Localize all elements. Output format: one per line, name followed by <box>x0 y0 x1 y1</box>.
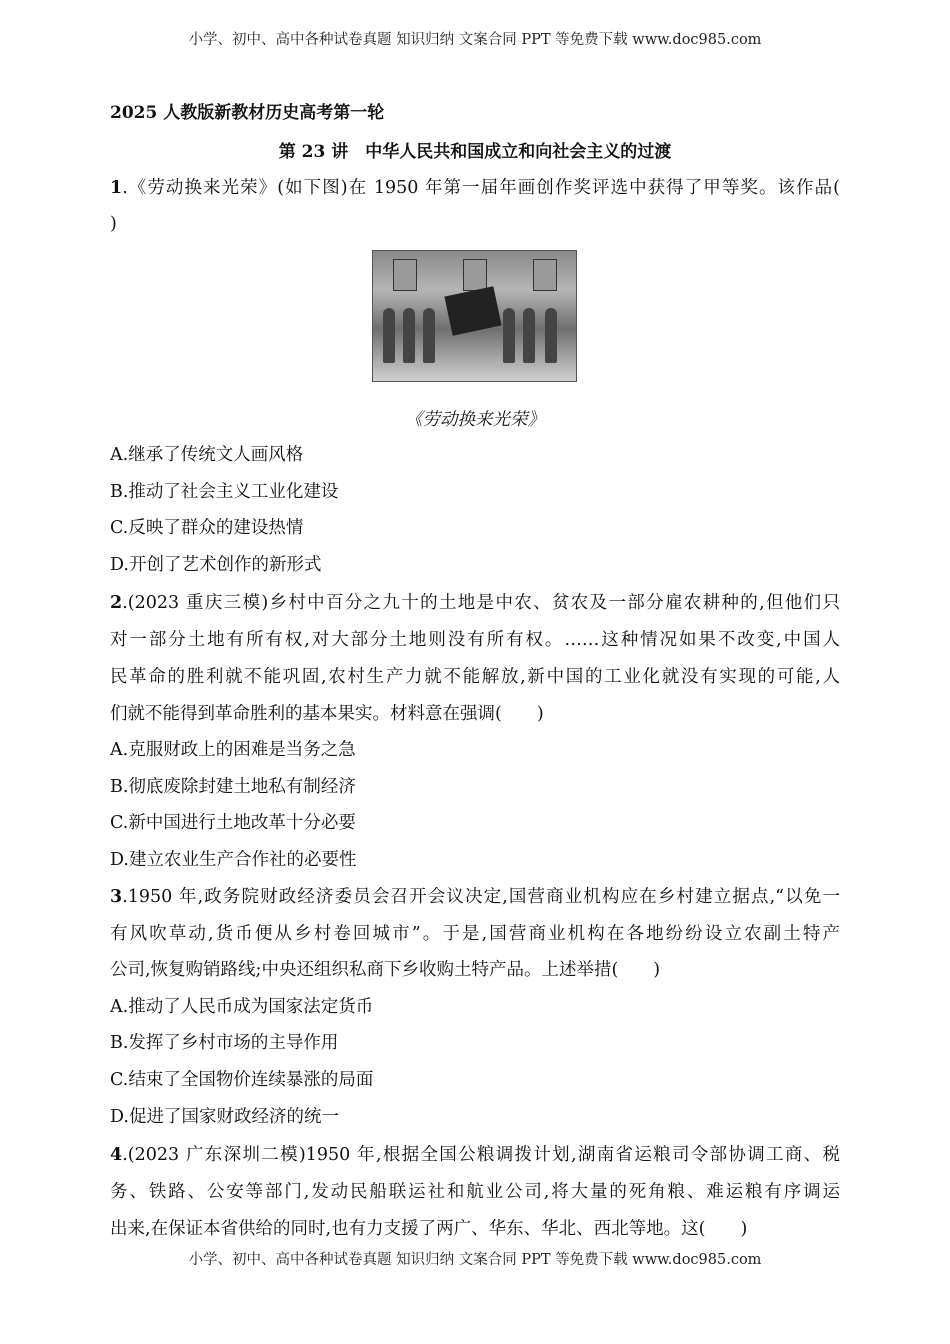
question-1-line: ) <box>110 214 117 234</box>
document-title: 2025 人教版新教材历史高考第一轮 <box>110 103 385 123</box>
option-a: A.继承了传统文人画风格 <box>110 445 304 465</box>
question-4-line: 务、铁路、公安等部门,发动民船联运社和航业公司,将大量的死角粮、难运粮有序调运 <box>110 1182 840 1202</box>
question-2-line <box>110 591 840 615</box>
question-number: 3 <box>110 887 123 907</box>
option-c: C.新中国进行土地改革十分必要 <box>110 813 356 833</box>
option-a: A.推动了人民币成为国家法定货币 <box>110 997 374 1017</box>
option-b: B.发挥了乡村市场的主导作用 <box>110 1033 339 1053</box>
lesson-title: 第 23 讲 中华人民共和国成立和向社会主义的过渡 <box>278 142 672 162</box>
question-3-line: 公司,恢复购销路线;中央还组织私商下乡收购土特产品。上述举措( ) <box>110 960 661 980</box>
question-2-line: 民革命的胜利就不能巩固,农村生产力就不能解放,新中国的工业化就没有实现的可能,人 <box>110 667 840 687</box>
option-b: B.彻底废除封建土地私有制经济 <box>110 777 356 797</box>
option-d: D.开创了艺术创作的新形式 <box>110 555 322 575</box>
image-caption: 《劳动换来光荣》 <box>405 410 545 430</box>
question-3-line <box>110 885 840 909</box>
question-2-line: 对一部分土地有所有权,对大部分土地则没有所有权。……这种情况如果不改变,中国人 <box>110 630 840 650</box>
question-3-line: 有风吹草动,货币便从乡村卷回城市”。于是,国营商业机构在各地纷纷设立农副土特产 <box>110 924 840 944</box>
option-b: B.推动了社会主义工业化建设 <box>110 482 339 502</box>
option-c: C.结束了全国物价连续暴涨的局面 <box>110 1070 374 1090</box>
page-header: 小学、初中、高中各种试卷真题 知识归纳 文案合同 PPT 等免费下载 www.doc985.com <box>188 32 762 48</box>
artwork-image <box>372 250 577 382</box>
question-1-line <box>110 176 840 200</box>
question-text: .(2023 广东深圳二模)1950 年,根据全国公粮调拨计划,湖南省运粮司令部协调工商、税 <box>122 1145 840 1165</box>
option-d: D.建立农业生产合作社的必要性 <box>110 850 357 870</box>
question-number: 1 <box>110 178 123 198</box>
page-footer: 小学、初中、高中各种试卷真题 知识归纳 文案合同 PPT 等免费下载 www.doc985.com <box>188 1252 762 1268</box>
question-number: 2 <box>110 593 123 613</box>
option-a: A.克服财政上的困难是当务之急 <box>110 740 356 760</box>
question-4-line: 出来,在保证本省供给的同时,也有力支援了两广、华东、华北、西北等地。这( ) <box>110 1219 748 1239</box>
option-d: D.促进了国家财政经济的统一 <box>110 1107 339 1127</box>
question-2-line: 们就不能得到革命胜利的基本果实。材料意在强调( ) <box>110 704 544 724</box>
question-text: .《劳动换来光荣》(如下图)在 1950 年第一届年画创作奖评选中获得了甲等奖。该作品( <box>122 178 840 198</box>
question-text: .1950 年,政务院财政经济委员会召开会议决定,国营商业机构应在乡村建立据点,“以免一 <box>122 887 840 907</box>
question-4-line <box>110 1143 840 1167</box>
question-number: 4 <box>110 1145 123 1165</box>
question-text: .(2023 重庆三模)乡村中百分之九十的土地是中农、贫农及一部分雇农耕种的,但他们只 <box>122 593 840 613</box>
option-c: C.反映了群众的建设热情 <box>110 518 304 538</box>
